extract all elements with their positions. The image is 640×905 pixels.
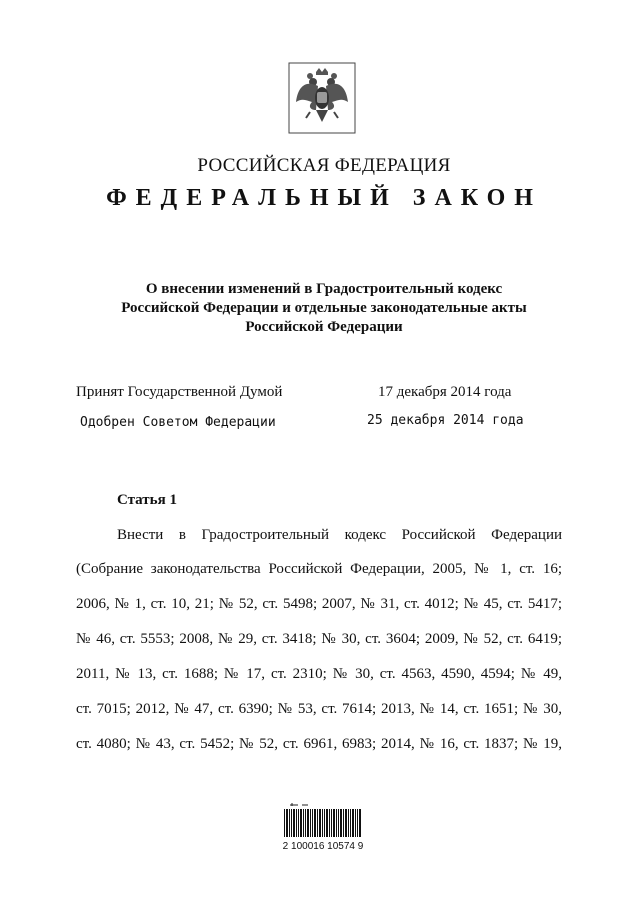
article-text-line: (Собрание законодательства Российской Федерации, 2005, № 1, ст. 16; — [76, 561, 562, 577]
article-heading: Статья 1 — [117, 492, 177, 508]
barcode-icon — [282, 803, 364, 839]
country-heading: РОССИЙСКАЯ ФЕДЕРАЦИЯ — [197, 155, 451, 176]
article-text-line: ст. 7015; 2012, № 47, ст. 6390; № 53, ст. 7614; 2013, № 14, ст. 1651; № 30, — [76, 701, 562, 717]
council-approval-label: Одобрен Советом Федерации — [80, 415, 276, 430]
title-line: Российской Федерации и отдельные законодательные акты — [121, 300, 527, 316]
article-text-line: 2006, № 1, ст. 10, 21; № 52, ст. 5498; 2007, № 31, ст. 4012; № 45, ст. 5417; — [76, 596, 562, 612]
title-line: О внесении изменений в Градостроительный кодекс — [145, 281, 503, 297]
article-text-line: 2011, № 13, ст. 1688; № 17, ст. 2310; № 30, ст. 4563, 4590, 4594; № 49, — [76, 666, 562, 682]
law-title — [4, 280, 640, 337]
article-text-line: Внести в Градостроительный кодекс Российской Федерации — [117, 527, 562, 543]
barcode-number: 2 100016 10574 9 — [282, 841, 364, 852]
article-text-line: № 46, ст. 5553; 2008, № 29, ст. 3418; № 30, ст. 3604; 2009, № 52, ст. 6419; — [76, 631, 562, 647]
article-text-line: ст. 4080; № 43, ст. 5452; № 52, ст. 6961, 6983; 2014, № 16, ст. 1837; № 19, — [76, 736, 562, 752]
barcode — [282, 803, 364, 853]
document-type-heading: ФЕДЕРАЛЬНЫЙ ЗАКОН — [106, 185, 542, 211]
title-line: Российской Федерации — [245, 319, 403, 335]
duma-adoption-label: Принят Государственной Думой — [76, 384, 283, 400]
duma-adoption-date: 17 декабря 2014 года — [378, 384, 512, 400]
council-approval-date: 25 декабря 2014 года — [367, 413, 524, 428]
coat-of-arms-emblem-icon — [288, 62, 356, 134]
